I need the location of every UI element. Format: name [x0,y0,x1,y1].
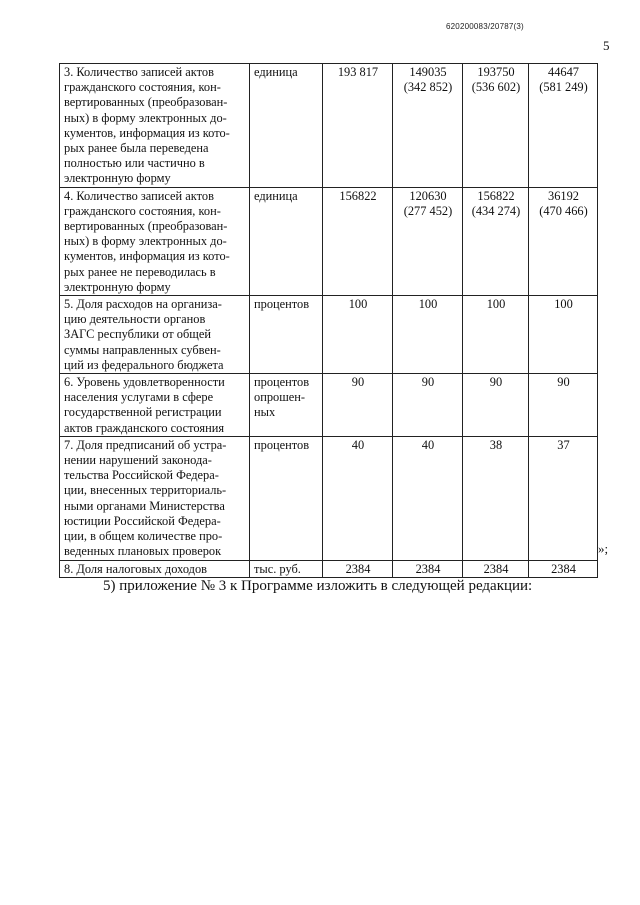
indicator-name-line: тельства Российской Федера- [64,468,219,483]
page-number: 5 [603,38,610,53]
indicator-name-line: ЗАГС республики от общей [64,327,211,342]
indicators-table [59,63,598,578]
indicator-unit-line: ных [254,405,276,420]
indicator-name-line: ных) в форму электронных до- [64,110,227,125]
indicator-name-line: 6. Уровень удовлетворенности [64,375,225,390]
value-col-2-line: 100 [418,297,438,312]
indicator-name-line: 8. Доля налоговых доходов [64,561,208,576]
indicator-unit-line: процентов [254,297,310,312]
indicator-name-line: гражданского состояния, кон- [64,203,221,218]
table-row [60,374,598,437]
closing-quote: »; [598,541,609,556]
indicator-name-line: нении нарушений законода- [64,453,212,468]
table-row [60,64,598,188]
indicator-unit-line: процентов [254,375,310,390]
indicator-unit-line: единица [254,65,298,79]
value-col-2-line: (342 852) [403,80,453,95]
indicator-name-line: вертированных (преобразован- [64,95,228,110]
value-col-2 [393,374,463,437]
table-row [60,296,598,374]
value-col-4-line: 36192 [548,188,579,203]
value-col-3-line: 156822 [477,188,515,203]
indicator-name-line: рых ранее не переводилась в [64,264,216,279]
value-col-1 [323,560,393,577]
value-col-3 [463,436,529,560]
value-col-3-line: (536 602) [471,80,521,95]
indicator-unit [250,296,323,374]
value-col-1-line: 100 [348,297,368,312]
indicator-name-line: ных) в форму электронных до- [64,234,227,249]
value-col-3 [463,296,529,374]
value-col-1 [323,436,393,560]
value-col-2 [393,560,463,577]
value-col-4 [529,374,598,437]
indicator-unit [250,64,323,188]
indicator-unit [250,374,323,437]
indicator-name-line: вертированных (преобразован- [64,219,228,234]
document-id: 620200083/20787(3) [446,22,524,31]
indicator-name-line: полностью или частично в [64,156,205,171]
value-col-1 [323,296,393,374]
value-col-3-line: 100 [486,297,506,312]
indicator-name-line: кументов, информация из кото- [64,125,230,140]
value-col-4 [529,560,598,577]
indicator-name-line: населения услугами в сфере [64,390,214,405]
value-col-1 [323,374,393,437]
value-col-3-line: 2384 [483,561,509,576]
indicator-name-line: ными органами Министерства [64,498,225,513]
value-col-4-line: 100 [554,297,573,312]
value-col-4-line: (470 466) [539,203,588,218]
indicator-name-line: ции, внесенных территориаль- [64,483,227,498]
value-col-4 [529,296,598,374]
indicator-name-line: ций из федерального бюджета [64,357,224,372]
value-col-1-line: 156822 [339,188,377,203]
indicator-name-line: рых ранее была переведена [64,141,209,156]
value-col-2-line: (277 452) [403,203,453,218]
value-col-2 [393,187,463,295]
indicator-name [60,296,250,374]
indicator-unit [250,187,323,295]
indicator-name [60,436,250,560]
indicator-name-line: 4. Количество записей актов [64,188,214,203]
value-col-4 [529,64,598,188]
value-col-3-line: 90 [489,375,503,390]
indicator-unit-line: единица [254,188,298,203]
amendment-paragraph: 5) приложение № 3 к Программе изложить в следующей редакции: [103,578,533,594]
indicator-name-line: 3. Количество записей актов [64,65,214,79]
indicator-name-line: веденных плановых проверок [64,544,222,559]
value-col-1-line: 2384 [345,561,371,576]
indicator-name-line: суммы направленных субвен- [64,342,221,357]
indicator-name-line: электронную форму [64,171,171,186]
table-row [60,560,598,577]
value-col-1 [323,187,393,295]
indicator-name-line: кументов, информация из кото- [64,249,230,264]
indicator-name-line: юстиции Российской Федера- [64,513,221,528]
indicator-name [60,187,250,295]
value-col-2-line: 90 [421,375,435,390]
indicator-name-line: ции, в общем количестве про- [64,529,223,544]
value-col-4-line: (581 249) [539,80,588,95]
value-col-4 [529,436,598,560]
value-col-3 [463,560,529,577]
indicator-unit [250,436,323,560]
value-col-4-line: 44647 [548,65,579,79]
indicator-unit-line: опрошен- [254,390,306,405]
indicator-name-line: 5. Доля расходов на организа- [64,297,222,312]
value-col-3-line: 193750 [477,65,515,79]
value-col-2 [393,436,463,560]
indicator-name-line: цию деятельности органов [64,312,206,327]
indicator-name-line: 7. Доля предписаний об устра- [64,437,227,452]
indicator-unit-line: тыс. руб. [254,561,301,576]
value-col-2-line: 40 [421,437,435,452]
value-col-1 [323,64,393,188]
indicator-name [60,560,250,577]
value-col-2-line: 149035 [409,65,447,79]
value-col-3 [463,374,529,437]
value-col-3-line: (434 274) [471,203,521,218]
table-row [60,187,598,295]
indicator-name-line: электронную форму [64,279,171,294]
value-col-1-line: 90 [351,375,365,390]
value-col-2 [393,64,463,188]
value-col-1-line: 193 817 [337,65,379,79]
value-col-2 [393,296,463,374]
value-col-3 [463,64,529,188]
indicator-unit-line: процентов [254,437,310,452]
indicator-name [60,374,250,437]
value-col-1-line: 40 [351,437,365,452]
value-col-4-line: 37 [557,437,570,452]
table-row [60,436,598,560]
value-col-4 [529,187,598,295]
indicator-name-line: гражданского состояния, кон- [64,80,221,95]
indicator-name-line: актов гражданского состояния [64,420,225,435]
value-col-3 [463,187,529,295]
value-col-4-line: 2384 [551,561,576,576]
value-col-4-line: 90 [557,375,570,390]
value-col-3-line: 38 [489,437,503,452]
indicator-unit [250,560,323,577]
value-col-2-line: 2384 [415,561,441,576]
value-col-2-line: 120630 [409,188,447,203]
indicator-name-line: государственной регистрации [64,405,222,420]
indicator-name [60,64,250,188]
